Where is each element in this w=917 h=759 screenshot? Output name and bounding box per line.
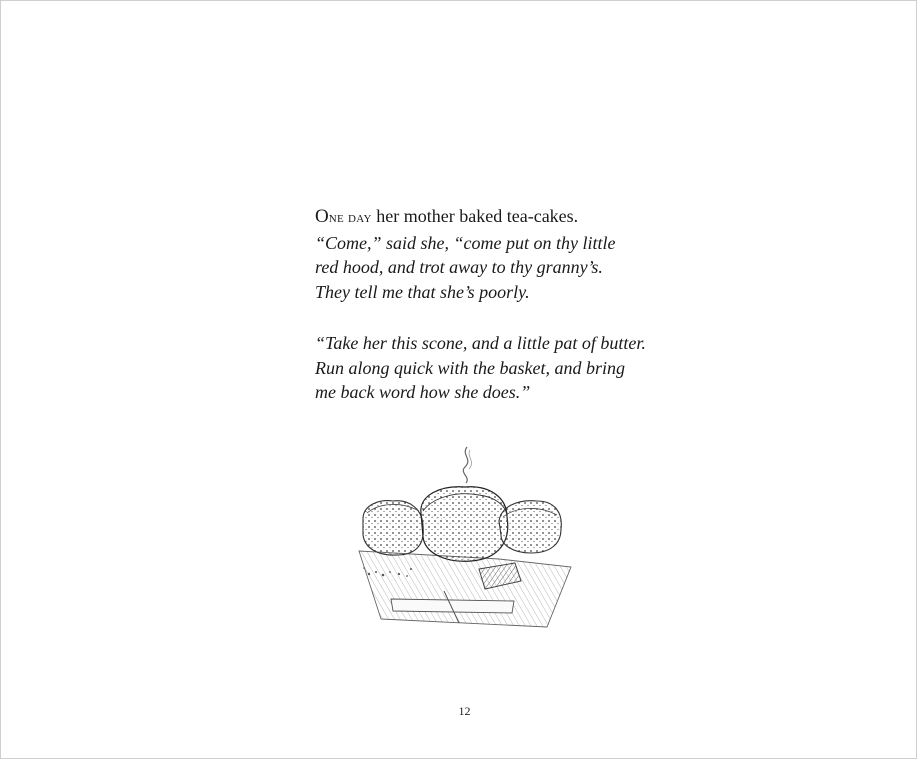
paragraph-1 bbox=[315, 204, 675, 304]
smallcaps-words: ne day bbox=[328, 210, 372, 226]
story-text bbox=[315, 204, 675, 405]
knife bbox=[391, 599, 514, 613]
text-line: “Come,” said she, “come put on thy little bbox=[315, 232, 616, 253]
paragraph-2 bbox=[315, 331, 675, 405]
text-line: Run along quick with the basket, and bring bbox=[315, 357, 625, 378]
steam-wisp bbox=[463, 447, 468, 483]
tea-cakes-illustration bbox=[349, 441, 579, 641]
text-line: They tell me that she’s poorly. bbox=[315, 281, 530, 302]
scone-center bbox=[421, 487, 508, 562]
page-number: 12 bbox=[458, 704, 471, 718]
opening-line-rest: her mother baked tea-cakes. bbox=[371, 206, 579, 226]
text-line: me back word how she does.” bbox=[315, 382, 531, 402]
dropcap-letter: O bbox=[315, 206, 329, 227]
text-line: “Take her this scone, and a little pat of butter. bbox=[315, 333, 646, 353]
napkin bbox=[359, 551, 571, 627]
text-line: red hood, and trot away to thy granny’s. bbox=[315, 257, 603, 277]
opening-line bbox=[315, 204, 675, 231]
